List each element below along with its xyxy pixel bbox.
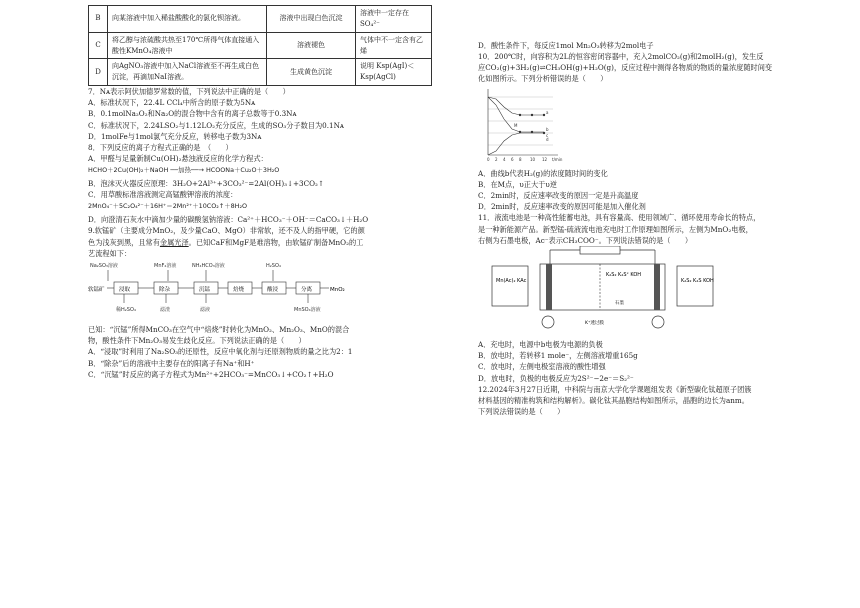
q9-option: B．“除杂”后的溶液中主要存在的阳离子有Na⁺和H⁺ [88,358,255,368]
x-tick-label: 0 [487,156,490,162]
q12-stem: 材料基因的精准构筑和结构解析》。碳化钛其晶胞结构如图所示，晶胞的边长为anm。 [478,395,749,405]
flow-box: 软锰矿 [88,286,105,293]
q8-stem: 8．下列反应的离子方程式正确的是 （ ） [88,142,233,152]
flow-box: 浸取 [119,286,131,293]
point-label: M [514,122,518,128]
flow-box: 除杂 [159,286,171,293]
process-flow-diagram [88,259,388,321]
middle-solution-label: K₂S₂ K₂Sˣ KOH [606,271,642,278]
x-tick-label: 6 [511,156,514,162]
row-phenomenon: 溶液褪色 [267,32,356,59]
q11-stem: 11．液流电池是一种高性能蓄电池，具有容量高、使用领域广、循环使用寿命长的特点， [478,213,761,223]
row-conclusion: 说明 Ksp(AgI)＜Ksp(AgCl) [356,59,432,86]
q8-option-d: D．向澄清石灰水中滴加少量的碳酸氢钠溶液：Ca²⁺＋HCO₃⁻＋OH⁻＝CaCO₃↓＋H₂O [88,215,369,225]
row-conclusion: 溶液中一定存在SO₄²⁻ [356,6,432,33]
membrane-label: K⁺透过膜 [585,320,604,326]
q11-option: A．充电时，电源中b电极为电源的负极 [478,340,603,350]
experiment-table [88,5,432,86]
row-key: C [89,32,108,59]
right-column [478,0,778,417]
q8-option-a: A．甲醛与足量新制Cu(OH)₂悬浊液反应的化学方程式： [88,154,268,163]
x-tick-label: 10 [530,156,536,162]
q10-option: A．曲线b代表H₂(g)的浓度随时间的变化 [478,168,608,178]
curve-label: b [546,126,549,132]
row-key: B [89,6,108,33]
q9-option: A．“浸取”时利用了Na₂SO₃的还原性，反应中氧化剂与还原剂物质的量之比为2：1 [88,347,353,357]
left-tank [492,266,528,306]
q10-stem: 应CO₂(g)+3H₂(g)⇌CH₃OH(g)+H₂O(g)，反应过程中测得各物质的物质的量浓度随时间变 [478,63,773,73]
right-tank [677,266,713,306]
q9-option-d: D．酸性条件下，每反应1mol Mn₂O₃转移为2mol电子 [478,41,654,50]
flow-output: 滤渣 [160,306,171,313]
q9-option: C．“沉锰”时反应的离子方程式为Mn²⁺+2HCO₃⁻=MnCO₃↓+CO₂↑+H₂O [88,369,334,379]
q10-option: D．2min时，反应速率改变的原因可能是加入催化剂 [478,202,646,212]
q10-option: C．2min时，反应速率改变的原因一定是升高温度 [478,191,639,201]
row-operation: 向某溶液中加入稀盐酸酸化的氯化钡溶液。 [108,6,267,33]
q9-note: 物，酸性条件下Mn₂O₃易发生歧化反应。下列说法正确的是（ ） [88,336,306,346]
row-phenomenon: 溶液中出现白色沉淀 [267,6,356,33]
q9-stem-line2 [88,237,438,248]
q8-option-b: B．泡沫灭火器反应原理：3H₂O+2Al³⁺+3CO₃²⁻=2Al(OH)₃↓+3CO₂↑ [88,179,324,189]
q9-stem-text: 色为浅灰到黑，且常有 [88,237,160,247]
curve-c [488,133,544,155]
curve-label: c [546,132,549,138]
x-tick-label: 4 [503,156,506,162]
q9-note: 已知：“沉锰”所得MnCO₃在空气中“焙烧”时转化为MnO₂、Mn₂O₃、MnO的混合 [88,325,350,335]
flow-box: 沉锰 [199,286,211,293]
flow-box: 酸浸 [267,286,279,293]
flow-output: MnSO₄溶液 [294,306,321,313]
question-9 [88,225,438,379]
x-axis-label: t/min [552,156,563,162]
left-tank-label: Mn(Ac)₂ KAc [496,277,527,284]
question-11 [478,212,778,383]
q11-stem: 右侧为石墨电极，Ac⁻表示CH₃COO⁻。下列说法错误的是（ ） [478,235,693,245]
x-tick-label: 8 [519,156,522,162]
q7-option: D．1molFe与1mol氯气充分反应，转移电子数为3Nᴀ [88,131,262,141]
q9-stem: 艺流程如下： [88,248,132,258]
q10-stem: 化如图所示。下列分析错误的是（ ） [478,74,608,84]
right-tank-label: K₂S₂ K₂S KOH [681,277,714,284]
pump-icon [542,316,554,328]
flow-reagent: NH₄HCO₃溶液 [192,262,225,269]
q8-equation-a: HCHO＋2Cu(OH)₂＋NaOH ──加热──→ HCOONa＋Cu₂O＋3H₂O [88,166,280,175]
table-row [89,6,432,33]
q11-option: D．放电时，负极的电极反应为2S²⁻−2e⁻＝S₂²⁻ [478,373,634,383]
x-tick-label: 12 [542,156,548,162]
q11-option: B．放电时，若转移1 mole⁻，左侧溶液增重165g [478,351,638,361]
flow-reagent: H₂SO₄ [266,262,281,269]
row-phenomenon: 生成黄色沉淀 [267,59,356,86]
curve-label: d [546,136,549,142]
q11-option: C．放电时，左侧电极室溶液的酸性增强 [478,362,606,372]
cell-body [540,264,665,310]
electrode-label: 石墨 [615,300,624,306]
row-operation: 将乙醇与浓硫酸共热至170℃所得气体直接通入酸性KMnO₄溶液中 [108,32,267,59]
question-8 [88,142,438,226]
table-row [89,59,432,86]
q11-stem: 是一种新能源产品。新型锰-硫液流电池充电时工作原理如图所示，左侧为MnO₂电极， [478,224,753,234]
row-operation: 向AgNO₃溶液中加入NaCl溶液至不再生成白色沉淀，再滴加NaI溶液。 [108,59,267,86]
q9-stem-text: 。已知CaF和MgF是难溶物，由软锰矿制备MnO₂的工 [188,237,364,247]
curve-label: a [546,109,549,115]
row-key: D [89,59,108,86]
question-7 [88,86,438,142]
power-source [580,246,620,254]
q7-option: C．标准状况下，2.24LSO₂与1.12LO₂充分反应，生成的SO₃分子数目为0.1Nᴀ [88,120,344,130]
q8-equation-c: 2MnO₄⁻＋5C₂O₄²⁻＋16H⁺＝2Mn²⁺＋10CO₂↑＋8H₂O [88,202,248,211]
table-row [89,32,432,59]
q10-stem: 10．200℃时，向容积为2L的恒容密闭容器中，充入2molCO₂(g)和2molH₂(g)，发生反 [478,52,764,62]
x-tick-label: 2 [495,156,498,162]
q9-stem: 9.软锰矿（主要成分MnO₂，及少量CaO、MgO）非常软，还不及人的指甲硬，它的颜 [88,226,365,236]
flow-reagent: Na₂SO₃溶液 [90,262,118,269]
q8-option-c: C．用草酸标准溶液测定高锰酸钾溶液的浓度： [88,190,238,200]
flow-input: 稀H₂SO₄ [116,306,136,313]
mno2-electrode [546,264,552,310]
q7-option: A．标准状况下，22.4L CCl₄中所含的原子数为5Nᴀ [88,98,256,108]
graphite-electrode [654,264,660,310]
flow-box: 焙烧 [233,286,245,293]
pump-icon [652,316,664,328]
q7-stem: 7．Nᴀ表示阿伏加德罗常数的值，下列说法中正确的是（ ） [88,87,290,97]
left-column [88,0,438,380]
flow-battery-diagram [490,246,720,336]
flow-box: MnO₂ [330,286,345,293]
flow-output: 滤液 [200,306,211,313]
flow-box: 分离 [301,286,313,293]
q10-option: B．在M点，υ正大于υ逆 [478,179,557,189]
row-conclusion: 气体中不一定含有乙烯 [356,32,432,59]
question-12 [478,384,778,417]
q12-stem: 12.2024年3月27日近期，中科院与南京大学化学课题组发表《新型碳化钛超原子团簇 [478,384,752,394]
concentration-time-chart [478,85,568,165]
flow-reagent: MnF₂溶液 [154,262,177,269]
question-10 [478,51,778,212]
q12-stem: 下列说法错误的是（ ） [478,406,565,416]
q9-underlined-term: 金属光泽 [159,237,189,247]
q7-option: B．0.1molNa₂O₂和Na₂O的混合物中含有的离子总数等于0.3Nᴀ [88,109,297,119]
